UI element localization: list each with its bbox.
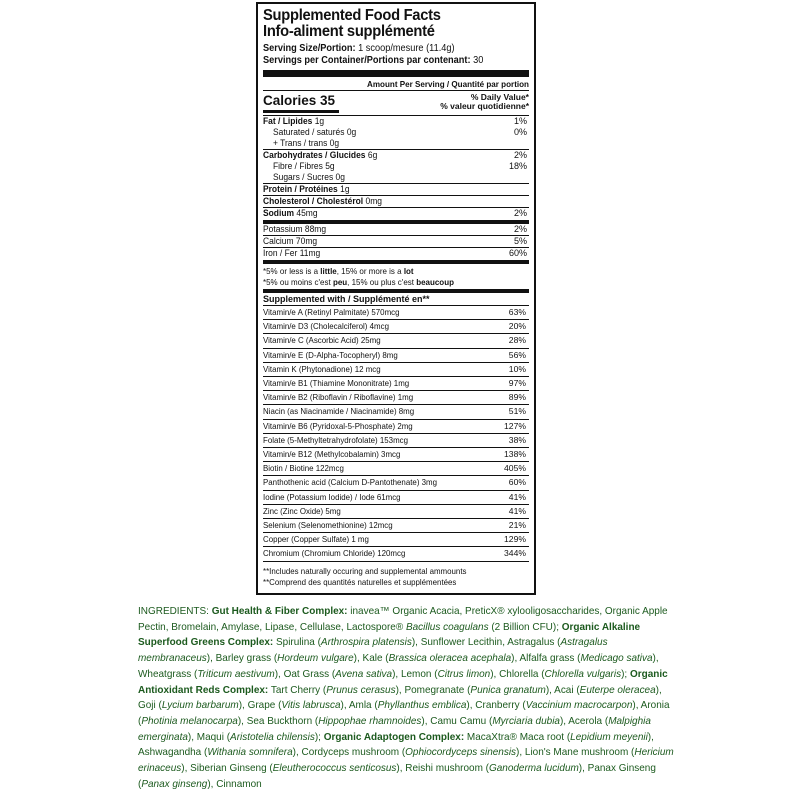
nutrient-amount: 45mg bbox=[296, 208, 318, 218]
mineral-dv: 60% bbox=[508, 248, 527, 258]
ingredient-text: ), Acerola ( bbox=[559, 715, 609, 727]
ingredient-latin-name: Lycium barbarum bbox=[161, 700, 239, 712]
ingredient-text: ), Lion's Mane mushroom ( bbox=[516, 747, 635, 759]
supplement-row bbox=[263, 433, 529, 447]
mineral-name bbox=[263, 248, 320, 259]
nutrient-label: Protein / Protéines bbox=[263, 184, 338, 194]
supplement-name: Niacin (as Niacinamide / Niacinamide) 8mg bbox=[263, 406, 415, 417]
nutrient-row bbox=[263, 138, 529, 149]
ingredient-latin-name: Photinia melanocarpa bbox=[141, 715, 238, 727]
ingredient-latin-name: Myrciaria dubia bbox=[492, 715, 560, 727]
ingredient-text: ), Pomegranate ( bbox=[395, 684, 471, 696]
ingredient-text: ), Lemon ( bbox=[392, 668, 438, 680]
supplement-row bbox=[263, 404, 529, 418]
ingredient-text: ), Sea Buckthorn ( bbox=[237, 715, 319, 727]
ingredients-prefix: INGREDIENTS: bbox=[138, 606, 212, 617]
ingredient-text: (2 Billion CFU); bbox=[488, 621, 559, 633]
nutrient-row bbox=[263, 161, 529, 172]
daily-value-fr: % valeur quotidienne* bbox=[440, 101, 529, 111]
supplemented-heading: Supplemented with / Supplémenté en** bbox=[263, 294, 430, 304]
nutrient-name bbox=[273, 161, 335, 172]
nutrient-name bbox=[263, 116, 324, 127]
supplement-dv: 41% bbox=[508, 491, 526, 502]
supplement-name: Vitamin/e E (D-Alpha-Tocopheryl) 8mg bbox=[263, 349, 398, 360]
ingredient-text: ), Aronia ( bbox=[138, 700, 670, 727]
supplement-dv: 129% bbox=[504, 534, 526, 545]
ingredient-latin-name: Triticum aestivum bbox=[197, 668, 275, 680]
title-en: Supplemented Food Facts bbox=[263, 7, 441, 24]
supplement-row bbox=[263, 532, 529, 546]
mineral-amount: 70mg bbox=[295, 236, 318, 246]
nutrient-row bbox=[263, 150, 529, 161]
serving-info bbox=[263, 43, 508, 67]
nutrient-name bbox=[273, 127, 356, 138]
supplement-dv: 127% bbox=[504, 420, 526, 431]
nutrient-dv bbox=[527, 184, 529, 195]
ingredient-text: ), Oat Grass ( bbox=[274, 668, 336, 680]
ingredient-latin-name: Vaccinium macrocarpon bbox=[525, 700, 633, 712]
calories-label: Calories 35 bbox=[263, 93, 336, 108]
supplement-name: Selenium (Selenomethionine) 12mcg bbox=[263, 520, 393, 531]
nutrient-label: Fibre / Fibres bbox=[273, 161, 323, 171]
nutrient-dv: 2% bbox=[513, 150, 527, 160]
serving-size-label: Serving Size/Portion: bbox=[263, 43, 356, 54]
nutrient-label: Cholesterol / Cholestérol bbox=[263, 196, 364, 206]
mineral-row bbox=[263, 236, 529, 247]
supplement-name: Copper (Copper Sulfate) 1 mg bbox=[263, 534, 369, 545]
ingredient-text: ), Maqui ( bbox=[187, 731, 231, 743]
ingredient-latin-name: Withania somnifera bbox=[207, 747, 293, 759]
nutrient-amount: 1g bbox=[314, 116, 325, 126]
nutrient-amount: 0g bbox=[335, 172, 345, 182]
supplement-row bbox=[263, 319, 529, 333]
amount-per-serving: Amount Per Serving / Quantité par portion bbox=[367, 79, 529, 89]
ingredient-text: ), Wheatgrass ( bbox=[138, 653, 659, 680]
nutrient-amount: 1g bbox=[340, 184, 350, 194]
supplemented-food-facts-panel bbox=[256, 2, 536, 595]
supplement-name: Panthothenic acid (Calcium D-Pantothenate) 3mg bbox=[263, 477, 438, 488]
nutrient-amount: 0g bbox=[329, 138, 340, 148]
nutrient-row bbox=[263, 116, 529, 127]
ingredient-latin-name: Phyllanthus emblica bbox=[377, 700, 467, 712]
ingredient-latin-name: Hericium erinaceus bbox=[138, 747, 674, 775]
supplement-name: Biotin / Biotine 122mcg bbox=[263, 463, 344, 474]
supplement-row bbox=[263, 305, 529, 319]
supplement-dv: 60% bbox=[508, 477, 526, 488]
ingredient-text: ), Alfalfa grass ( bbox=[511, 653, 581, 665]
ingredient-latin-name: Punica granatum bbox=[470, 684, 546, 696]
footnote bbox=[263, 264, 513, 289]
ingredient-text: ), Chlorella ( bbox=[490, 668, 545, 680]
daily-value-heading bbox=[440, 91, 529, 111]
ingredient-text: ), Cordyceps mushroom ( bbox=[292, 747, 406, 759]
nutrient-amount: 0g bbox=[346, 127, 357, 137]
mineral-name bbox=[263, 224, 326, 235]
nutrient-name bbox=[263, 150, 377, 161]
supplement-dv: 51% bbox=[508, 406, 526, 417]
footnote-en-lot: lot bbox=[403, 266, 414, 276]
ingredient-latin-name: Avena sativa bbox=[335, 668, 393, 680]
ingredient-text: MacaXtra® Maca root ( bbox=[464, 731, 571, 743]
supplement-name: Vitamin K (Phytonadione) 12 mcg bbox=[263, 363, 381, 374]
supplement-notes bbox=[263, 566, 508, 589]
ingredient-group-title: Gut Health & Fiber Complex: bbox=[211, 606, 348, 617]
ingredient-latin-name: Hordeum vulgare bbox=[277, 653, 354, 665]
divider-thick bbox=[263, 70, 529, 77]
nutrient-amount: 6g bbox=[367, 150, 378, 160]
ingredient-text: ), Amla ( bbox=[340, 700, 378, 712]
note-en: **Includes naturally occuring and supplemental ammounts bbox=[263, 565, 467, 576]
supplement-name: Iodine (Potassium Iodide) / Iode 61mcg bbox=[263, 491, 401, 502]
note-fr: **Comprend des quantités naturelles et supplémentées bbox=[263, 577, 457, 588]
nutrients-list bbox=[263, 116, 529, 219]
nutrient-dv bbox=[527, 138, 529, 149]
ingredient-latin-name: Ophiocordyceps sinensis bbox=[405, 747, 517, 759]
mineral-label: Potassium bbox=[263, 224, 303, 234]
footnote-fr-peu: peu bbox=[332, 276, 348, 287]
mineral-row bbox=[263, 224, 529, 235]
footnote-fr-pre: *5% ou moins c'est bbox=[263, 276, 331, 287]
footnote-fr-mid: , 15% ou plus c'est bbox=[347, 276, 414, 287]
supplements-list bbox=[263, 305, 529, 561]
nutrient-row bbox=[263, 127, 529, 138]
mineral-row bbox=[263, 248, 529, 259]
nutrient-dv bbox=[527, 172, 529, 183]
supplement-dv: 344% bbox=[504, 548, 526, 559]
supplement-dv: 63% bbox=[508, 307, 526, 317]
supplement-row bbox=[263, 490, 529, 504]
ingredient-latin-name: Panax ginseng bbox=[141, 778, 208, 790]
ingredient-text: ); bbox=[314, 731, 321, 743]
mineral-dv: 5% bbox=[513, 236, 527, 246]
ingredient-group-title: Organic Antioxidant Reds Complex: bbox=[138, 668, 668, 696]
nutrient-dv: 18% bbox=[508, 161, 527, 171]
mineral-label: Iron / Fer bbox=[263, 248, 298, 258]
footnote-fr-beaucoup: beaucoup bbox=[416, 276, 454, 287]
mineral-name bbox=[263, 236, 317, 247]
nutrient-dv: 1% bbox=[513, 116, 527, 126]
ingredient-latin-name: Prunus cerasus bbox=[326, 684, 396, 696]
ingredient-latin-name: Malpighia emerginata bbox=[138, 715, 651, 743]
ingredient-latin-name: Hippophae rhamnoides bbox=[318, 715, 422, 727]
ingredient-text: ), Goji ( bbox=[138, 684, 662, 712]
nutrient-label: Saturated / saturés bbox=[273, 127, 345, 137]
nutrient-label: Sodium bbox=[263, 208, 295, 218]
supplement-name: Vitamin/e A (Retinyl Palmitate) 570mcg bbox=[263, 307, 400, 317]
supplement-name: Chromium (Chromium Chloride) 120mcg bbox=[263, 548, 406, 559]
supplement-dv: 28% bbox=[508, 335, 526, 346]
servings-value: 30 bbox=[473, 55, 484, 66]
mineral-amount: 11mg bbox=[299, 248, 321, 258]
ingredient-text: ), Siberian Ginseng ( bbox=[181, 763, 273, 775]
ingredient-latin-name: Arthrospira platensis bbox=[320, 637, 412, 649]
nutrient-name bbox=[263, 184, 350, 195]
supplement-row bbox=[263, 475, 529, 489]
mineral-dv: 2% bbox=[513, 224, 527, 234]
ingredient-text: ), Camu Camu ( bbox=[421, 715, 493, 727]
ingredient-text: ), Acai ( bbox=[545, 684, 580, 696]
ingredient-latin-name: Aristotelia chilensis bbox=[230, 731, 315, 743]
supplement-row bbox=[263, 376, 529, 390]
supplement-dv: 89% bbox=[508, 392, 526, 403]
nutrient-row bbox=[263, 172, 529, 183]
nutrient-dv: 0% bbox=[513, 127, 527, 137]
ingredient-latin-name: Vitis labrusca bbox=[281, 700, 341, 712]
ingredient-text: ), Sunflower Lecithin, Astragalus ( bbox=[411, 637, 561, 649]
supplement-dv: 138% bbox=[504, 449, 526, 460]
supplement-row bbox=[263, 348, 529, 362]
ingredient-latin-name: Brassica oleracea acephala bbox=[388, 653, 512, 665]
nutrient-row bbox=[263, 196, 529, 207]
supplement-name: Vitamin/e B12 (Methylcobalamin) 3mcg bbox=[263, 449, 401, 460]
supplement-name: Folate (5-Methyltetrahydrofolate) 153mcg bbox=[263, 434, 409, 445]
supplement-row bbox=[263, 447, 529, 461]
nutrient-label: Sugars / Sucres bbox=[273, 172, 334, 182]
supplement-dv: 38% bbox=[508, 434, 526, 445]
ingredient-text: ), Ashwagandha ( bbox=[138, 731, 654, 759]
mineral-label: Calcium bbox=[263, 236, 294, 246]
ingredients-text bbox=[138, 604, 676, 792]
title-fr: Info-aliment supplémenté bbox=[263, 23, 435, 40]
ingredient-text: ), Cinnamon bbox=[207, 778, 262, 790]
ingredient-text: Tart Cherry ( bbox=[268, 684, 327, 696]
footnote-en-little: little bbox=[320, 266, 337, 276]
mineral-amount: 88mg bbox=[304, 224, 327, 234]
calories-row bbox=[263, 91, 529, 115]
supplement-dv: 405% bbox=[504, 463, 526, 474]
supplement-row bbox=[263, 333, 529, 347]
supplement-row bbox=[263, 419, 529, 433]
nutrient-name bbox=[263, 208, 318, 219]
nutrient-label: Carbohydrates / Glucides bbox=[263, 150, 366, 160]
ingredient-text: ), Reishi mushroom ( bbox=[396, 763, 489, 775]
ingredient-latin-name: Astragalus membranaceus bbox=[138, 637, 608, 665]
nutrient-amount: 5g bbox=[325, 161, 335, 171]
supplement-row bbox=[263, 504, 529, 518]
supplement-row bbox=[263, 362, 529, 376]
ingredient-text: Spirulina ( bbox=[273, 637, 321, 649]
nutrient-name bbox=[263, 196, 382, 207]
ingredient-latin-name: Ganoderma lucidum bbox=[488, 763, 579, 775]
supplement-dv: 21% bbox=[508, 520, 526, 531]
supplement-row bbox=[263, 518, 529, 532]
supplement-dv: 10% bbox=[508, 363, 526, 374]
ingredient-text: ), Kale ( bbox=[353, 653, 389, 665]
ingredient-group-title: Organic Alkaline Superfood Greens Complex: bbox=[138, 621, 641, 649]
footnote-en-pre: *5% or less is a bbox=[263, 266, 319, 276]
supplement-row bbox=[263, 390, 529, 404]
supplement-name: Vitamin/e D3 (Cholecalciferol) 4mcg bbox=[263, 321, 389, 332]
ingredient-text: inavea™ Organic Acacia, PreticX® xylooligosaccharides, Organic Apple Pectin, Bromelain, Amylase, Lipase, Cellulase, Lactospore® bbox=[138, 606, 668, 633]
divider bbox=[263, 561, 529, 562]
ingredient-latin-name: Bacillus coagulans bbox=[405, 621, 489, 633]
supplement-dv: 20% bbox=[508, 321, 526, 332]
ingredient-latin-name: Euterpe oleracea bbox=[579, 684, 656, 696]
nutrient-label: Fat / Lipides bbox=[263, 116, 313, 126]
supplement-dv: 97% bbox=[508, 378, 526, 389]
nutrient-name bbox=[273, 138, 339, 149]
supplement-dv: 56% bbox=[508, 349, 526, 360]
ingredient-text: ), Cranberry ( bbox=[466, 700, 526, 712]
ingredient-latin-name: Eleutherococcus senticosus bbox=[272, 763, 397, 775]
ingredient-latin-name: Lepidium meyenii bbox=[570, 731, 648, 743]
serving-size-value: 1 scoop/mesure (11.4g) bbox=[358, 43, 455, 54]
footnote-en-mid: , 15% or more is a bbox=[336, 266, 402, 276]
nutrient-row bbox=[263, 208, 529, 219]
nutrient-row bbox=[263, 184, 529, 195]
ingredient-text: ), Barley grass ( bbox=[206, 653, 278, 665]
supplement-name: Zinc (Zinc Oxide) 5mg bbox=[263, 505, 341, 516]
ingredient-text: ), Panax Ginseng ( bbox=[138, 763, 656, 790]
servings-label: Servings per Container/Portions par contenant: bbox=[263, 55, 471, 66]
nutrient-dv: 2% bbox=[513, 208, 527, 218]
nutrient-name bbox=[273, 172, 345, 183]
supplement-name: Vitamin/e C (Ascorbic Acid) 25mg bbox=[263, 335, 381, 346]
ingredient-text: ), Grape ( bbox=[238, 700, 282, 712]
ingredient-latin-name: Medicago sativa bbox=[580, 653, 653, 665]
ingredient-latin-name: Chlorella vulgaris bbox=[544, 668, 622, 680]
supplement-row bbox=[263, 461, 529, 475]
nutrient-label: + Trans / trans bbox=[273, 138, 328, 148]
daily-value-en: % Daily Value* bbox=[470, 92, 529, 102]
minerals-list bbox=[263, 224, 529, 259]
supplement-row bbox=[263, 546, 529, 560]
supplement-name: Vitamin/e B6 (Pyridoxal-5-Phosphate) 2mg bbox=[263, 420, 413, 431]
ingredient-latin-name: Citrus limon bbox=[437, 668, 491, 680]
ingredient-text: ); bbox=[621, 668, 628, 680]
nutrient-amount: 0mg bbox=[365, 196, 382, 206]
ingredient-group-title: Organic Adaptogen Complex: bbox=[323, 731, 465, 743]
supplement-dv: 41% bbox=[508, 505, 526, 516]
supplement-name: Vitamin/e B1 (Thiamine Mononitrate) 1mg bbox=[263, 378, 410, 389]
nutrient-dv bbox=[527, 196, 529, 207]
supplement-name: Vitamin/e B2 (Riboflavin / Riboflavine) 1mg bbox=[263, 392, 414, 403]
